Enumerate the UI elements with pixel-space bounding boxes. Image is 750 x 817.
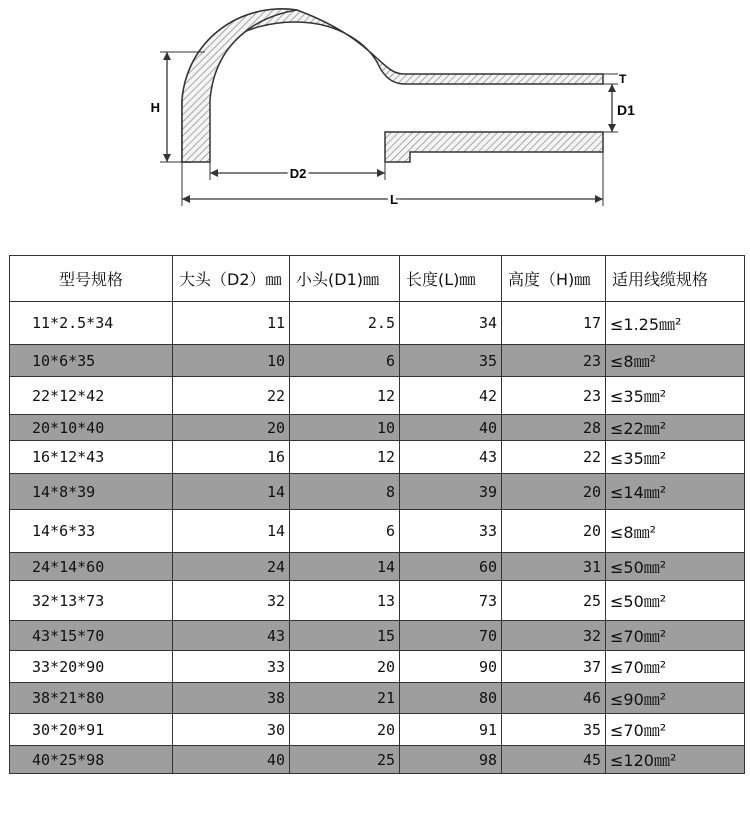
cell-d2: 11: [173, 302, 290, 345]
table-row: [10, 553, 745, 581]
table-row: [10, 302, 745, 345]
terminal-barrel-lower: [385, 132, 603, 162]
cell-length: 91: [400, 714, 502, 746]
table-row: [10, 651, 745, 683]
cell-d1: 25: [290, 746, 400, 774]
cell-d2: 40: [173, 746, 290, 774]
cell-height: 35: [502, 714, 606, 746]
cell-d2: 20: [173, 415, 290, 441]
label-l: L: [390, 192, 398, 207]
cell-model: 16*12*43: [10, 441, 173, 474]
cell-cable: ≤35㎜²: [606, 441, 745, 474]
cell-d1: 13: [290, 581, 400, 621]
table-row: [10, 377, 745, 415]
cell-cable: ≤50㎜²: [606, 553, 745, 581]
cell-length: 42: [400, 377, 502, 415]
cell-model: 20*10*40: [10, 415, 173, 441]
cell-d2: 33: [173, 651, 290, 683]
cell-length: 33: [400, 510, 502, 553]
cell-d2: 14: [173, 510, 290, 553]
cell-d1: 14: [290, 553, 400, 581]
label-t: T: [619, 72, 627, 86]
table-row: [10, 683, 745, 714]
spec-table: [9, 255, 745, 774]
table-row: [10, 510, 745, 553]
label-d1: D1: [617, 102, 635, 118]
header-d1: 小头(D1)㎜: [290, 256, 400, 302]
cell-height: 31: [502, 553, 606, 581]
cell-length: 43: [400, 441, 502, 474]
cell-height: 37: [502, 651, 606, 683]
cell-length: 40: [400, 415, 502, 441]
cell-d1: 10: [290, 415, 400, 441]
cell-model: 40*25*98: [10, 746, 173, 774]
cell-d1: 15: [290, 621, 400, 651]
table-row: [10, 746, 745, 774]
cell-model: 10*6*35: [10, 345, 173, 377]
cell-d2: 24: [173, 553, 290, 581]
cell-height: 20: [502, 474, 606, 510]
cell-d2: 16: [173, 441, 290, 474]
cell-height: 28: [502, 415, 606, 441]
cell-cable: ≤22㎜²: [606, 415, 745, 441]
cell-model: 32*13*73: [10, 581, 173, 621]
table-header-row: [10, 256, 745, 302]
cell-height: 23: [502, 345, 606, 377]
header-cable: 适用线缆规格: [606, 256, 745, 302]
cell-d2: 43: [173, 621, 290, 651]
label-h: H: [150, 100, 160, 115]
cell-cable: ≤70㎜²: [606, 714, 745, 746]
cell-height: 25: [502, 581, 606, 621]
cell-model: 22*12*42: [10, 377, 173, 415]
cell-height: 20: [502, 510, 606, 553]
cell-d2: 10: [173, 345, 290, 377]
cell-d1: 2.5: [290, 302, 400, 345]
cell-cable: ≤1.25㎜²: [606, 302, 745, 345]
table-row: [10, 621, 745, 651]
cell-d2: 22: [173, 377, 290, 415]
cell-model: 14*8*39: [10, 474, 173, 510]
dimension-diagram: [0, 0, 750, 250]
cell-d2: 14: [173, 474, 290, 510]
cell-d2: 30: [173, 714, 290, 746]
header-length: 长度(L)㎜: [400, 256, 502, 302]
cell-length: 70: [400, 621, 502, 651]
cell-d1: 20: [290, 651, 400, 683]
table-row: [10, 441, 745, 474]
cell-length: 60: [400, 553, 502, 581]
cell-cable: ≤120㎜²: [606, 746, 745, 774]
cell-d1: 6: [290, 345, 400, 377]
cell-d2: 32: [173, 581, 290, 621]
cell-cable: ≤90㎜²: [606, 683, 745, 714]
cell-height: 23: [502, 377, 606, 415]
cell-cable: ≤8㎜²: [606, 345, 745, 377]
cell-model: 38*21*80: [10, 683, 173, 714]
cell-length: 80: [400, 683, 502, 714]
terminal-profile-left-wall: [182, 9, 297, 162]
cell-model: 33*20*90: [10, 651, 173, 683]
cell-model: 30*20*91: [10, 714, 173, 746]
cell-d1: 12: [290, 377, 400, 415]
header-d2: 大头（D2）㎜: [173, 256, 290, 302]
cell-cable: ≤35㎜²: [606, 377, 745, 415]
cell-cable: ≤8㎜²: [606, 510, 745, 553]
cell-length: 90: [400, 651, 502, 683]
cell-height: 17: [502, 302, 606, 345]
cell-model: 14*6*33: [10, 510, 173, 553]
cell-d2: 38: [173, 683, 290, 714]
cell-d1: 6: [290, 510, 400, 553]
cell-d1: 12: [290, 441, 400, 474]
label-d2: D2: [289, 166, 307, 181]
cell-height: 45: [502, 746, 606, 774]
cell-height: 46: [502, 683, 606, 714]
cell-model: 11*2.5*34: [10, 302, 173, 345]
cell-height: 32: [502, 621, 606, 651]
table-row: [10, 415, 745, 441]
table-row: [10, 581, 745, 621]
table-row: [10, 714, 745, 746]
table-row: [10, 345, 745, 377]
cell-length: 98: [400, 746, 502, 774]
cell-cable: ≤50㎜²: [606, 581, 745, 621]
table-row: [10, 474, 745, 510]
cell-cable: ≤70㎜²: [606, 651, 745, 683]
header-model: 型号规格: [10, 256, 173, 302]
cell-model: 24*14*60: [10, 553, 173, 581]
cell-length: 39: [400, 474, 502, 510]
cell-height: 22: [502, 441, 606, 474]
cell-d1: 20: [290, 714, 400, 746]
cell-d1: 21: [290, 683, 400, 714]
cell-cable: ≤70㎜²: [606, 621, 745, 651]
cell-length: 35: [400, 345, 502, 377]
cell-length: 73: [400, 581, 502, 621]
cell-cable: ≤14㎜²: [606, 474, 745, 510]
cell-length: 34: [400, 302, 502, 345]
header-height: 高度（H)㎜: [502, 256, 606, 302]
cell-model: 43*15*70: [10, 621, 173, 651]
cell-d1: 8: [290, 474, 400, 510]
